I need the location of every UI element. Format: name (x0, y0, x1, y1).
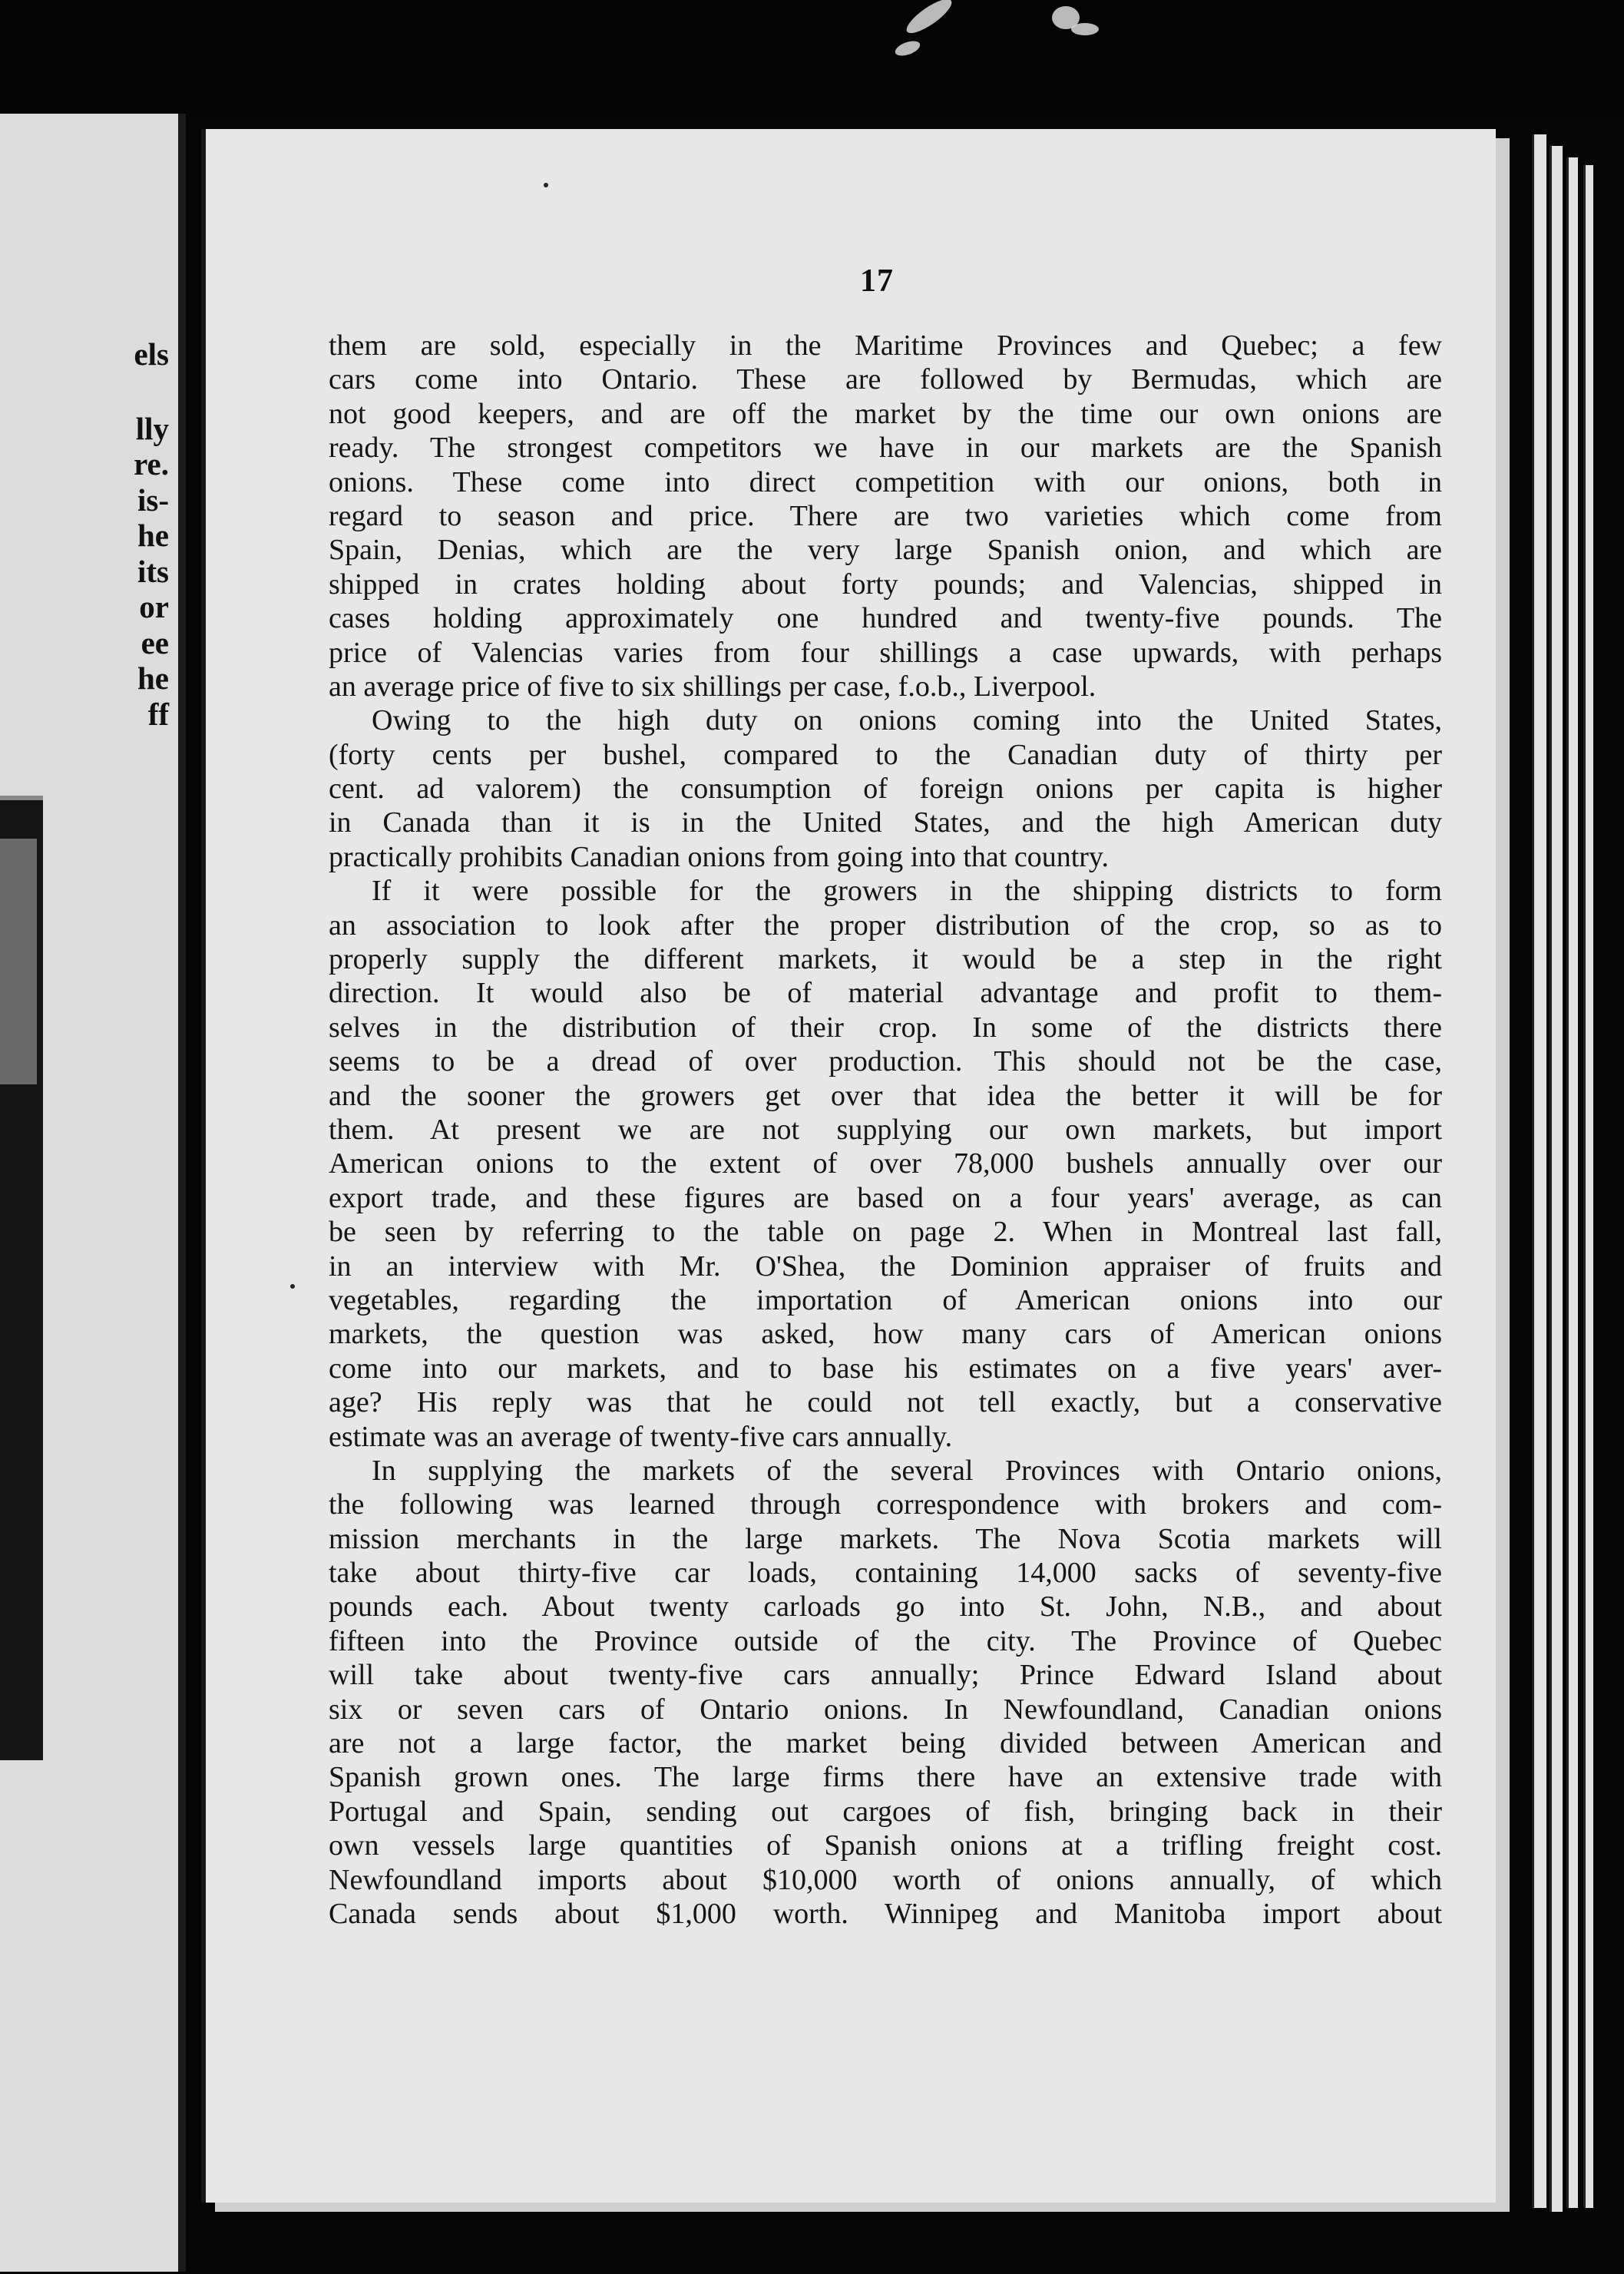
text-line: an association to look after the proper distribution of the crop, so as to (329, 909, 1442, 942)
page-stack-edge (1566, 157, 1578, 2208)
text-line: In supplying the markets of the several Provinces with Ontario onions, (372, 1454, 1442, 1487)
text-line: Owing to the high duty on onions coming into the United States, (372, 704, 1442, 737)
text-line: pounds each. About twenty carloads go into St. John, N.B., and about (329, 1590, 1442, 1624)
left-fragment: lly (135, 410, 169, 446)
text-line: them. At present we are not supplying our own markets, but import (329, 1113, 1442, 1146)
left-fragment: re. (134, 446, 169, 482)
text-line: American onions to the extent of over 78,000 bushels annually over our (329, 1147, 1442, 1180)
page-stack-edge (1583, 165, 1593, 2208)
left-fragment: ee (141, 624, 169, 660)
text-line: own vessels large quantities of Spanish onions at a trifling freight cost. (329, 1829, 1442, 1862)
paragraph (329, 329, 1442, 703)
text-line: (forty cents per bushel, compared to the Canadian duty of thirty per (329, 738, 1442, 771)
page-stack-edge (1532, 134, 1546, 2208)
text-line: Canada sends about $1,000 worth. Winnipeg and Manitoba import about (329, 1897, 1442, 1930)
scan-background-top (0, 0, 1624, 115)
left-fragment: its (137, 553, 169, 589)
left-fragment: els (134, 336, 169, 372)
scan-smudge (1071, 23, 1099, 35)
text-line: properly supply the different markets, it would be a step in the right (329, 943, 1442, 976)
stray-mark (290, 1284, 295, 1289)
scan-smudge (893, 38, 921, 59)
text-line: If it were possible for the growers in the shipping districts to form (372, 875, 1442, 908)
text-line: them are sold, especially in the Maritime Provinces and Quebec; a few (329, 329, 1442, 362)
text-line: onions. These come into direct competition with our onions, both in (329, 465, 1442, 498)
text-line: cent. ad valorem) the consumption of foreign onions per capita is higher (329, 773, 1442, 806)
left-fragment: he (137, 518, 169, 553)
left-fragment: is- (137, 482, 169, 518)
text-line: seems to be a dread of over production. This should not be the case, (329, 1045, 1442, 1078)
left-page-illustration (0, 796, 43, 1760)
left-fragment: ff (147, 696, 169, 732)
text-line: not good keepers, and are off the market by the time our own onions are (329, 397, 1442, 430)
text-line: mission merchants in the large markets. The Nova Scotia markets will (329, 1522, 1442, 1555)
left-facing-page (0, 114, 186, 2272)
text-line: cars come into Ontario. These are followed by Bermudas, which are (329, 363, 1442, 396)
text-line: export trade, and these figures are based on a four years' average, as can (329, 1181, 1442, 1214)
text-line: ready. The strongest competitors we have in our markets are the Spanish (329, 432, 1442, 465)
scan-smudge (902, 0, 956, 38)
text-line: selves in the distribution of their crop. In some of the districts there (329, 1011, 1442, 1044)
paragraph (329, 1454, 1442, 1931)
text-line: markets, the question was asked, how many cars of American onions (329, 1318, 1442, 1351)
stray-mark (544, 183, 548, 187)
text-line: Newfoundland imports about $10,000 worth of onions annually, of which (329, 1863, 1442, 1896)
left-page-text-fragments (134, 336, 169, 732)
text-line: six or seven cars of Ontario onions. In Newfoundland, Canadian onions (329, 1693, 1442, 1726)
text-line: in Canada than it is in the United States, and the high American duty (329, 806, 1442, 839)
text-line: Spain, Denias, which are the very large Spanish onion, and which are (329, 534, 1442, 567)
text-line: cases holding approximately one hundred and twenty-five pounds. The (329, 602, 1442, 635)
text-line: the following was learned through correspondence with brokers and com- (329, 1488, 1442, 1521)
text-line: are not a large factor, the market being divided between American and (329, 1727, 1442, 1760)
text-line: age? His reply was that he could not tell exactly, but a conservative (329, 1386, 1442, 1419)
text-line: and the sooner the growers get over that idea the better it will be for (329, 1079, 1442, 1112)
page-body-text (329, 329, 1442, 1931)
page-stack-edge (1550, 146, 1563, 2212)
text-line: come into our markets, and to base his estimates on a five years' aver- (329, 1352, 1442, 1385)
text-line: shipped in crates holding about forty pounds; and Valencias, shipped in (329, 568, 1442, 601)
left-fragment: he (137, 660, 169, 696)
text-line: practically prohibits Canadian onions from going into that country. (329, 840, 1109, 873)
page-number: 17 (860, 263, 894, 299)
text-line: Spanish grown ones. The large firms there have an extensive trade with (329, 1761, 1442, 1794)
text-line: in an interview with Mr. O'Shea, the Dominion appraiser of fruits and (329, 1250, 1442, 1283)
text-line: price of Valencias varies from four shillings a case upwards, with perhaps (329, 636, 1442, 669)
left-fragment: or (139, 589, 169, 624)
text-line: estimate was an average of twenty-five cars annually. (329, 1420, 953, 1453)
paragraph (329, 874, 1442, 1454)
text-line: fifteen into the Province outside of the city. The Province of Quebec (329, 1624, 1442, 1657)
text-line: Portugal and Spain, sending out cargoes of fish, bringing back in their (329, 1795, 1442, 1828)
text-line: an average price of five to six shillings per case, f.o.b., Liverpool. (329, 670, 1096, 703)
paragraph (329, 703, 1442, 874)
text-line: be seen by referring to the table on page 2. When in Montreal last fall, (329, 1216, 1442, 1249)
text-line: will take about twenty-five cars annually; Prince Edward Island about (329, 1659, 1442, 1692)
left-page-illustration-detail (0, 839, 37, 1084)
text-line: take about thirty-five car loads, containing 14,000 sacks of seventy-five (329, 1557, 1442, 1590)
text-line: vegetables, regarding the importation of American onions into our (329, 1283, 1442, 1316)
text-line: direction. It would also be of material advantage and profit to them- (329, 977, 1442, 1010)
text-line: regard to season and price. There are two varieties which come from (329, 499, 1442, 532)
